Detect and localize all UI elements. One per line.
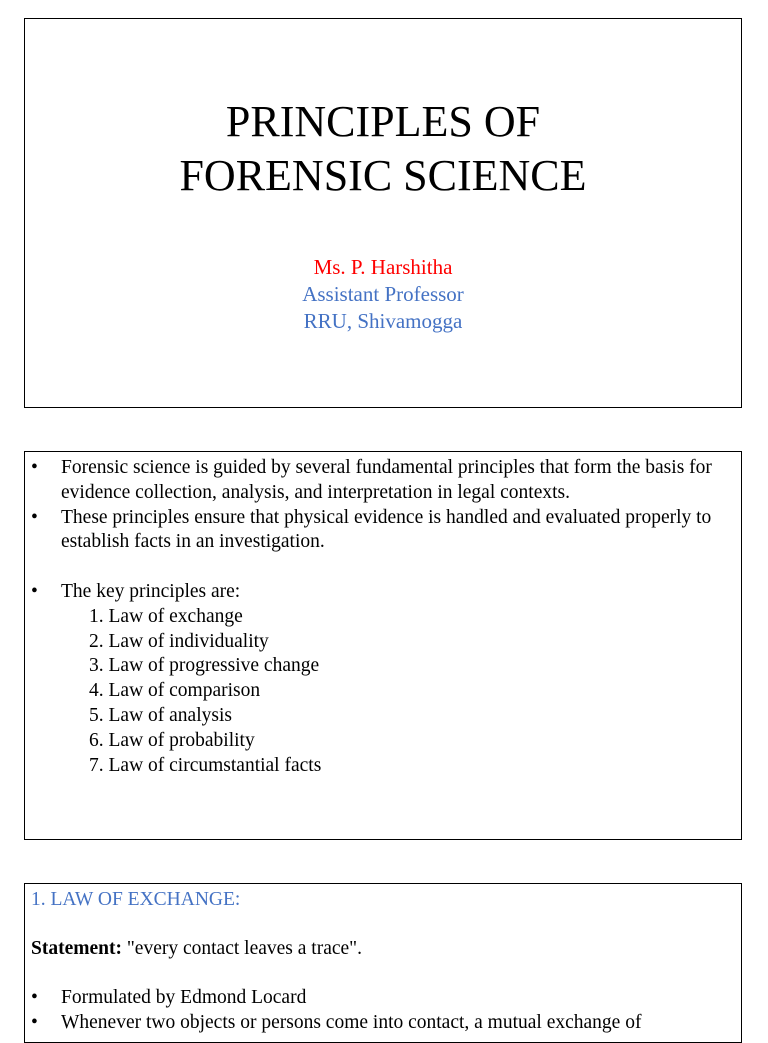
exchange-heading: 1. LAW OF EXCHANGE: [31, 889, 241, 910]
intro-bullet-list [31, 456, 733, 778]
title-line-1: PRINCIPLES OF [225, 97, 541, 146]
slide-title [25, 95, 741, 203]
title-slide [24, 18, 742, 408]
statement-label: Statement: [31, 938, 122, 959]
principles-list [61, 605, 733, 779]
exchange-bullet [31, 986, 733, 1011]
exchange-bullet [31, 1011, 733, 1036]
bullet-icon: • [31, 1011, 38, 1033]
bullet-icon: • [31, 506, 38, 528]
author-name: Ms. P. Harshitha [313, 255, 453, 279]
exchange-statement [31, 937, 362, 962]
exchange-slide [24, 883, 742, 1043]
author-block [25, 254, 741, 335]
principle-item: 6. Law of probability [89, 729, 255, 751]
intro-bullet-text: Forensic science is guided by several fundamental principles that form the basis for evidence collection, analysis, and interpretation in legal contexts. [61, 457, 712, 503]
author-role: Assistant Professor [302, 282, 464, 306]
intro-bullet [31, 456, 733, 506]
principle-item: 1. Law of exchange [89, 605, 243, 627]
principle-item: 7. Law of circumstantial facts [89, 754, 322, 776]
bullet-icon: • [31, 457, 38, 478]
intro-bullet-text: These principles ensure that physical evidence is handled and evaluated properly to establish facts in an investigation. [61, 506, 712, 553]
exchange-bullet-text: Formulated by Edmond Locard [61, 987, 307, 1008]
key-principles-intro: The key principles are: [61, 580, 241, 602]
statement-text: "every contact leaves a trace". [121, 938, 362, 959]
bullet-icon: • [31, 987, 38, 1008]
exchange-bullet-text: Whenever two objects or persons come into contact, a mutual exchange of [61, 1011, 642, 1033]
key-principles-bullet [31, 580, 733, 778]
author-org: RRU, Shivamogga [303, 309, 463, 333]
intro-bullet [31, 506, 733, 556]
principle-item: 5. Law of analysis [89, 704, 232, 726]
principle-item: 4. Law of comparison [89, 680, 261, 702]
title-line-2: FORENSIC SCIENCE [179, 151, 587, 200]
principle-item: 3. Law of progressive change [89, 655, 320, 677]
list-spacer [31, 555, 733, 580]
bullet-icon: • [31, 580, 38, 602]
intro-slide [24, 451, 742, 840]
exchange-bullet-list [31, 986, 733, 1036]
principle-item: 2. Law of individuality [89, 630, 269, 652]
